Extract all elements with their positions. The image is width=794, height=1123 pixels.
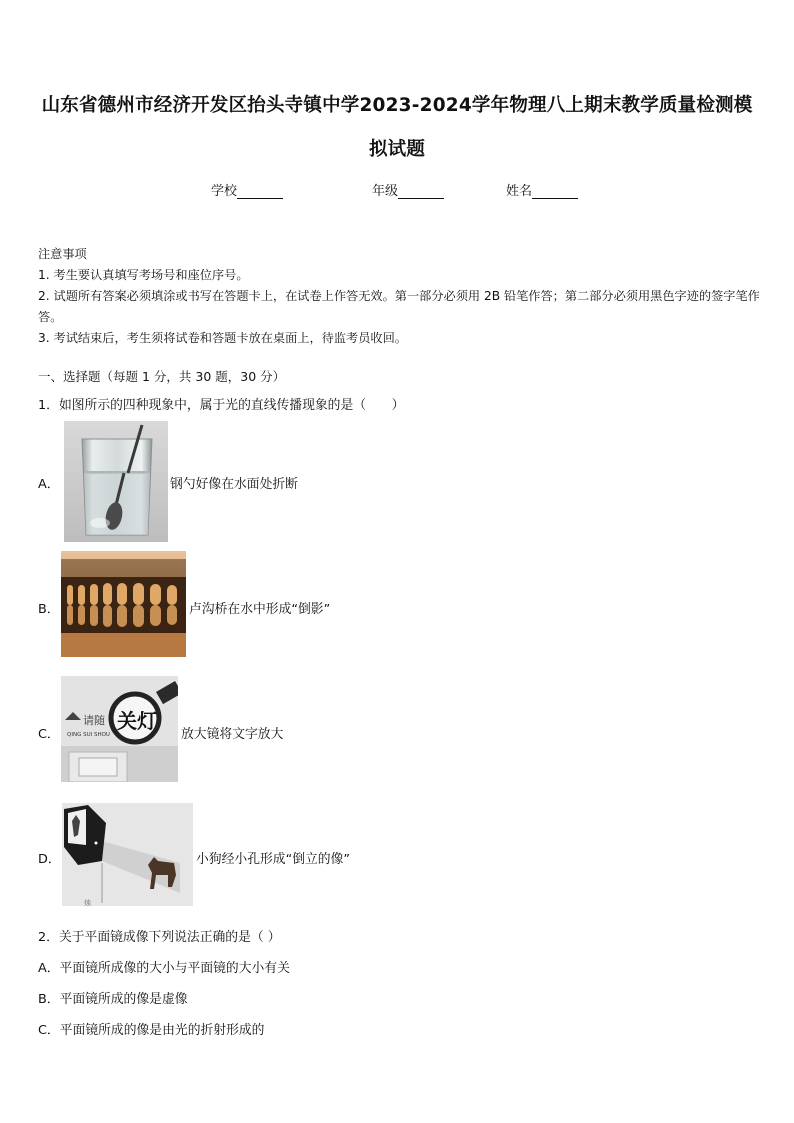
sign-text: 请随 <box>83 714 105 727</box>
name-field[interactable]: 姓名 <box>506 180 578 199</box>
school-field[interactable]: 学校 <box>211 180 283 199</box>
option-c-text: 放大镜将文字放大 <box>181 727 284 742</box>
pinhole-illustration <box>62 803 193 906</box>
title-line-2: 拟试题 <box>368 139 426 160</box>
svg-text:烛: 烛 <box>84 899 91 906</box>
question-2-stem: 2．关于平面镜成像下列说法正确的是（ ） <box>38 930 281 945</box>
option-d-text: 小狗经小孔形成“倒立的像” <box>196 852 351 867</box>
q2-option-c[interactable]: C．平面镜所成的像是由光的折射形成的 <box>38 1023 265 1038</box>
school-blank[interactable] <box>237 184 283 199</box>
section-heading: 一、选择题（每题 1 分，共 30 题，30 分） <box>38 369 286 384</box>
q2-option-b[interactable]: B．平面镜所成的像是虚像 <box>38 992 188 1007</box>
option-a-label[interactable]: A． <box>38 477 60 492</box>
spoon-in-water-glass-image <box>64 421 168 542</box>
title-line-1: 山东省德州市经济开发区抬头寺镇中学2023-2024学年物理八上期末教学质量检测模 <box>41 95 753 116</box>
magnifier-on-sign-image <box>61 676 178 782</box>
bridge-reflection-image <box>61 551 186 657</box>
document-title <box>30 84 764 172</box>
notice-item: 2. 试题所有答案必须填涂或书写在答题卡上，在试卷上作答无效。第一部分必须用 2B 铅笔作答；第二部分必须用黑色字迹的签字笔作答。 <box>38 289 760 324</box>
option-c-label[interactable]: C． <box>38 727 60 742</box>
grade-field[interactable]: 年级 <box>372 180 444 199</box>
sign-pinyin: QING SUI SHOU <box>67 732 110 738</box>
question-1-stem: 1．如图所示的四种现象中，属于光的直线传播现象的是（ ） <box>38 398 405 413</box>
grade-blank[interactable] <box>398 184 444 199</box>
magnifier-illustration <box>61 676 178 782</box>
notice-item: 3. 考试结束后，考生须将试卷和答题卡放在桌面上，待监考员收回。 <box>38 331 407 345</box>
magnified-text: 关灯 <box>117 709 157 733</box>
bridge-illustration <box>61 551 186 657</box>
option-b-label[interactable]: B． <box>38 602 60 617</box>
notice-section <box>38 244 760 349</box>
q2-option-a[interactable]: A．平面镜所成像的大小与平面镜的大小有关 <box>38 961 290 976</box>
name-blank[interactable] <box>532 184 578 199</box>
option-d-label[interactable]: D． <box>38 852 61 867</box>
option-b-text: 卢沟桥在水中形成“倒影” <box>189 602 331 617</box>
option-a-text: 钢勺好像在水面处折断 <box>170 477 298 492</box>
spoon-glass-illustration <box>64 421 168 542</box>
pinhole-camera-dog-image <box>62 803 193 906</box>
notice-item: 1. 考生要认真填写考场号和座位序号。 <box>38 268 249 282</box>
student-info-row <box>0 180 794 200</box>
notice-heading: 注意事项 <box>38 247 87 261</box>
